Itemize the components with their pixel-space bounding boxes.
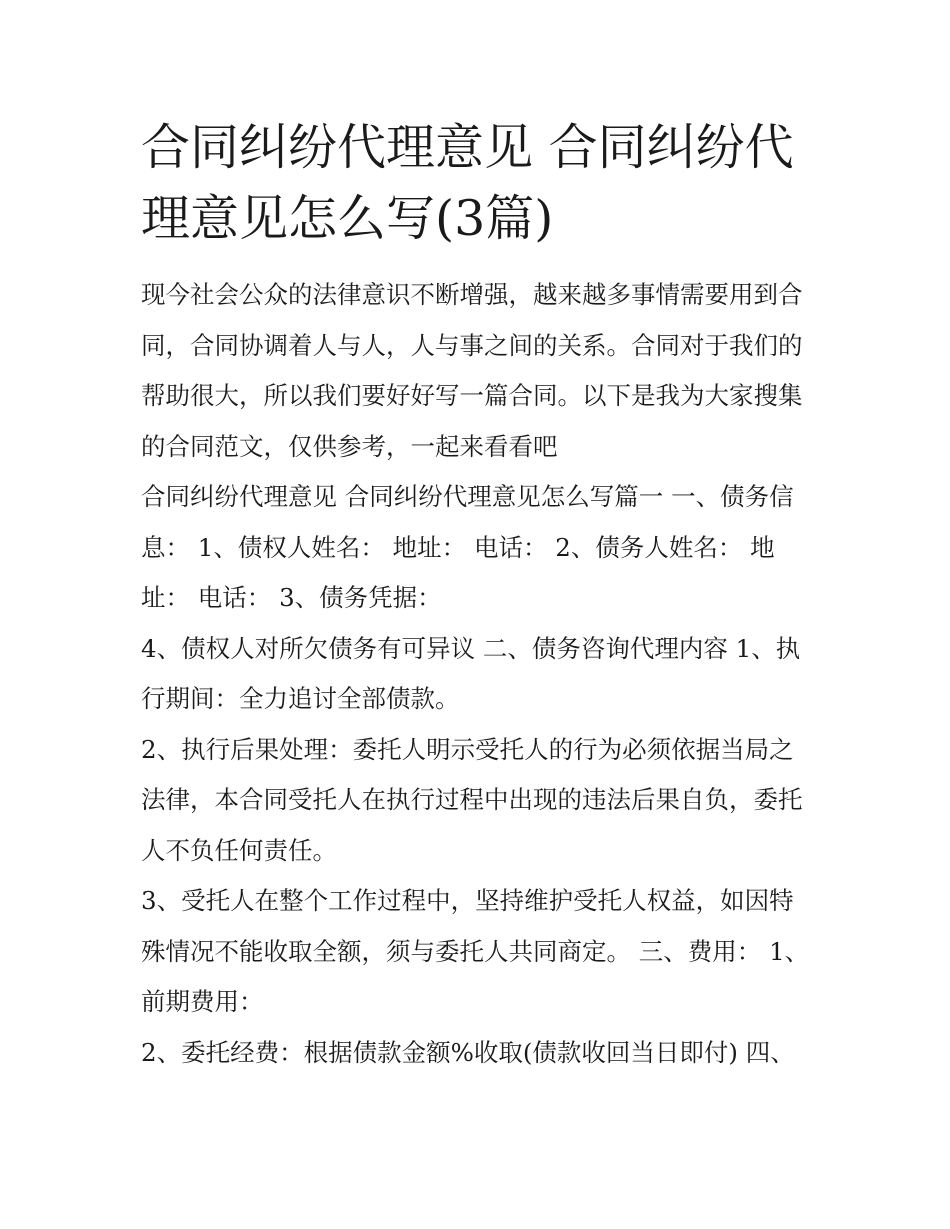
paragraph-clause-3: 3、受托人在整个工作过程中，坚持维护受托人权益，如因特殊情况不能收取全额，须与委托人共同商定。 三、费用： 1、前期费用： — [141, 886, 810, 1016]
paragraph-fee: 2、委托经费：根据债款金额%收取(债款收回当日即付) 四、 — [141, 1037, 795, 1067]
paragraph-clause-2: 2、执行后果处理：委托人明示受托人的行为必须依据当局之法律，本合同受托人在执行过程中出现的违法后果自负，委托人不负任何责任。 — [141, 734, 803, 865]
paragraph-intro: 现今社会公众的法律意识不断增强，越来越多事情需要用到合同，合同协调着人与人，人与事之间的关系。合同对于我们的帮助很大，所以我们要好好写一篇合同。以下是我为大家搜集的合同范文，仅供参考，一起来看看吧 — [141, 280, 803, 461]
document-body — [141, 270, 813, 1078]
document-title: 合同纠纷代理意见 合同纠纷代理意见怎么写(3篇) — [141, 119, 794, 247]
paragraph-debt-info: 合同纠纷代理意见 合同纠纷代理意见怎么写篇一 一、债务信息： 1、债权人姓名： 地址： 电话： 2、债务人姓名： 地址： 电话： 3、债务凭据： — [141, 482, 794, 612]
paragraph-clause-4: 4、债权人对所欠债务有可异议 二、债务咨询代理内容 1、执行期间：全力追讨全部债款。 — [141, 633, 801, 713]
document-content — [141, 112, 813, 1078]
